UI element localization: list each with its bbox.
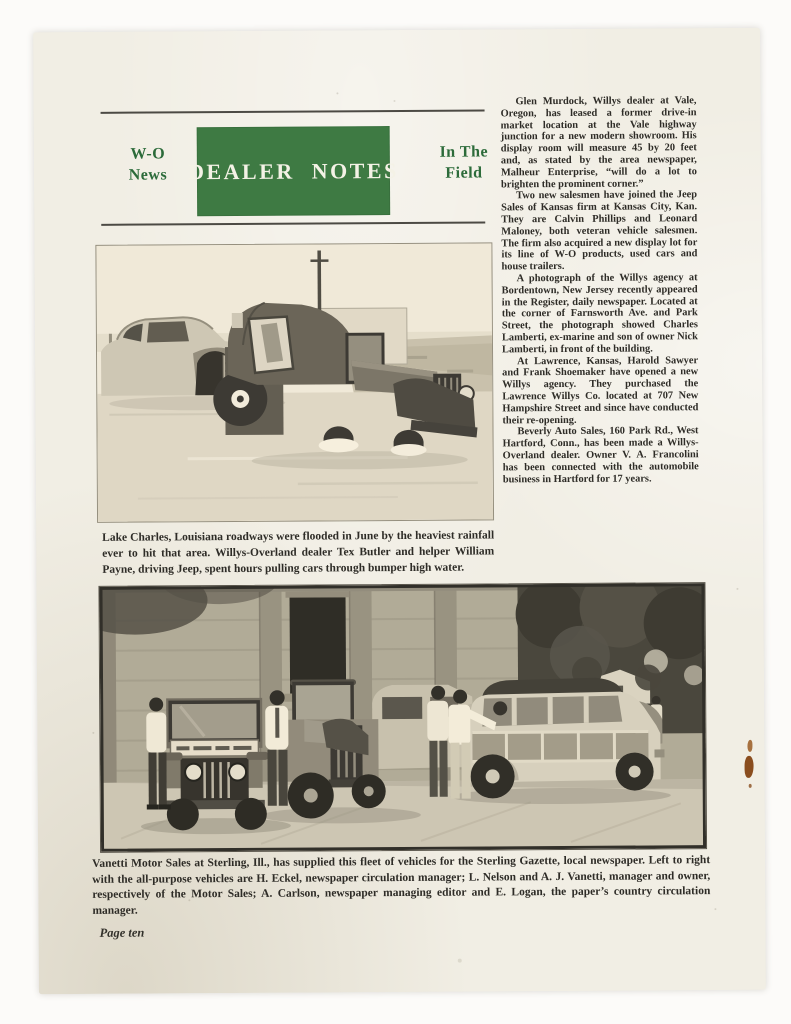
fleet-photo bbox=[98, 582, 707, 853]
paragraph-bordentown: A photograph of the Willys agency at Bordentown, New Jersey recently appeared in the Register, daily newspaper. Located at the corner of Farnsworth Ave. and Park Street, the photograph showed Charles Lamberti, ex-marine and son of owner Nick Lamberti, in front of the building. bbox=[501, 272, 698, 356]
flood-photo bbox=[95, 242, 494, 522]
driver-head bbox=[493, 701, 507, 715]
header-rule-bottom bbox=[101, 221, 485, 225]
fleet-photo-illustration bbox=[99, 583, 706, 852]
header-rule-top bbox=[101, 109, 485, 113]
masthead-line2: News bbox=[128, 166, 168, 184]
paper-speckles bbox=[33, 32, 35, 34]
field-line2: Field bbox=[445, 164, 483, 182]
paragraph-lawrence: At Lawrence, Kansas, Harold Sawyer and Frank Shoemaker have opened a new Willys agency. They purchased the Lawrence Willys Co. located at 707 New Hampshire Street and since have conducted their re-opening. bbox=[502, 354, 699, 426]
masthead-line1: W-O bbox=[130, 145, 166, 163]
news-text-column bbox=[500, 95, 698, 485]
rust-stain bbox=[741, 740, 755, 800]
fleet-photo-caption: Vanetti Motor Sales at Sterling, Ill., has supplied this fleet of vehicles for the Sterling Gazette, local newspaper. Left to right with the all-purpose vehicles are H. Eckel, newspaper circulation manager; L. Nelson and A. J. Vanetti, manager and owner, respectively of the Motor Sales; A. Carlson, newspaper managing editor and E. Logan, the paper’s country circulation manager. bbox=[92, 854, 711, 917]
dealer-notes-banner bbox=[187, 126, 399, 216]
scanned-paper-page bbox=[33, 28, 766, 994]
field-line1: In The bbox=[439, 143, 489, 161]
page-number: Page ten bbox=[99, 925, 145, 940]
paragraph-new-salesmen: Two new salesmen have joined the Jeep Sales of Kansas firm at Kansas City, Kan. They are Calvin Phillips and Leonard Maloney, both veteran vehicle salesmen. The firm also acquired a new display lot for its line of W-O products, used cars and house trailers. bbox=[501, 189, 698, 273]
paragraph-beverly-auto: Beverly Auto Sales, 160 Park Rd., West Hartford, Conn., has been made a Willys-Overland dealer. Owner V. A. Francolini has been connected with the automobile business in Hartford for 17 years. bbox=[502, 425, 699, 485]
flood-photo-illustration bbox=[96, 243, 493, 521]
paragraph-glen-murdock: Glen Murdock, Willys dealer at Vale, Oregon, has leased a former drive-in market location at the Vale highway junction for a new modern showroom. His display room will measure 45 by 20 feet and, as stated by the area newspaper, Malheur Enterprise, “will do a lot to brighten the prominent corner.” bbox=[500, 95, 697, 190]
flood-photo-caption: Lake Charles, Louisiana roadways were flooded in June by the heaviest rainfall ever to hit that area. Willys-Overland dealer Tex Butler and helper William Payne, driving Jeep, spent hours pulling cars through bumper high water. bbox=[102, 529, 495, 576]
masthead-wo-news bbox=[98, 143, 198, 186]
banner-title: DEALER NOTES bbox=[187, 157, 399, 184]
